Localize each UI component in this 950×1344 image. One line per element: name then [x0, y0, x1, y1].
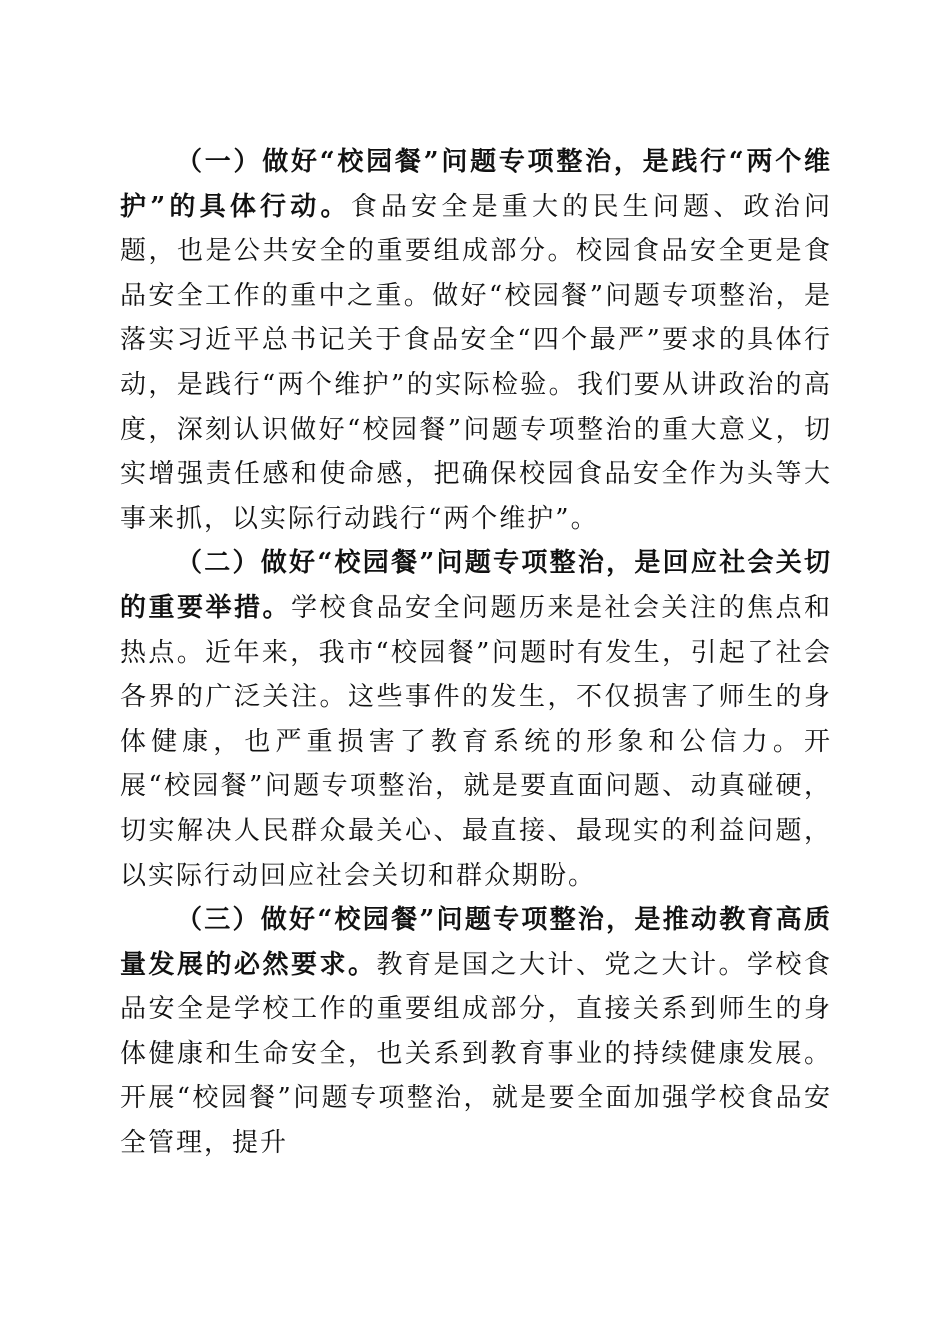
paragraph-1-text: 食品安全是重大的民生问题、政治问题，也是公共安全的重要组成部分。校园食品安全更是食品安全工作的重中之重。做好“校园餐”问题专项整治，是落实习近平总书记关于食品安全“四个最严”要求的具体行动，是践行“两个维护”的实际检验。我们要从讲政治的高度，深刻认识做好“校园餐”问题专项整治的重大意义，切实增强责任感和使命感，把确保校园食品安全作为头等大事来抓，以实际行动践行“两个维护”。: [120, 191, 832, 534]
paragraph-1-heading: （一）做好“校园餐”问题专项整治，是践行“两个维护”的具体行动。: [120, 147, 832, 222]
paragraph-2: [120, 541, 832, 898]
paragraph-3: [120, 898, 832, 1166]
paragraph-3-heading: （三）做好“校园餐”问题专项整治，是推动教育高质量发展的必然要求。: [120, 905, 832, 980]
paragraph-3-text: 教育是国之大计、党之大计。学校食品安全是学校工作的重要组成部分，直接关系到师生的身体健康和生命安全，也关系到教育事业的持续健康发展。开展“校园餐”问题专项整治，就是要全面加强学校食品安全管理，提升: [120, 949, 832, 1159]
document-body: [120, 140, 832, 1166]
paragraph-2-heading: （二）做好“校园餐”问题专项整治，是回应社会关切的重要举措。: [120, 548, 832, 623]
paragraph-2-text: 学校食品安全问题历来是社会关注的焦点和热点。近年来，我市“校园餐”问题时有发生，引起了社会各界的广泛关注。这些事件的发生，不仅损害了师生的身体健康，也严重损害了教育系统的形象和公信力。开展“校园餐”问题专项整治，就是要直面问题、动真碰硬，切实解决人民群众最关心、最直接、最现实的利益问题，以实际行动回应社会关切和群众期盼。: [120, 592, 832, 891]
paragraph-1: [120, 140, 832, 541]
